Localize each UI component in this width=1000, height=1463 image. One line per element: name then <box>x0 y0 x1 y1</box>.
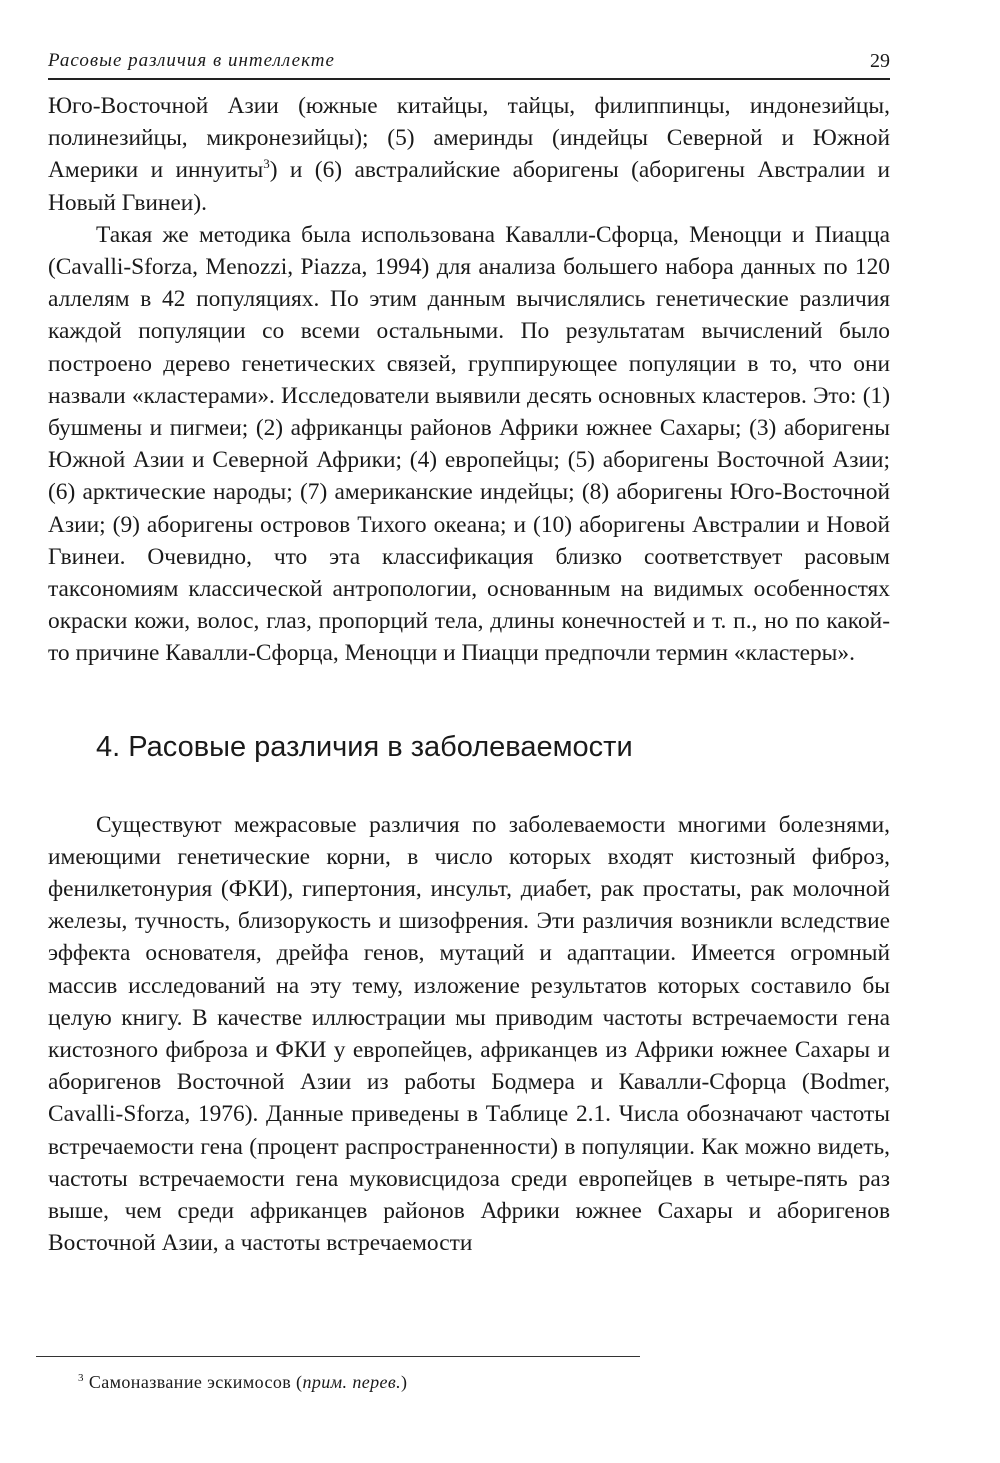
footnote-divider <box>36 1356 640 1357</box>
running-header <box>48 50 890 80</box>
section-heading: 4. Расовые различия в заболеваемости <box>96 730 633 763</box>
footnote-reference: 3 <box>263 156 270 172</box>
footnote-close: ) <box>401 1372 408 1392</box>
footnote-italic-note: прим. перев. <box>302 1372 402 1392</box>
paragraph-continued <box>48 90 890 219</box>
paragraph-disease: Существуют межрасовые различия по заболеваемости многими болезнями, имеющими генетические корни, в число которых входят кистозный фиброз, фенилкетонурия (ФКИ), гипертония, инсульт, диабет, рак простаты, рак молочной железы, тучность, близорукость и шизофрения. Эти различия возникли вследствие эффекта основателя, дрейфа генов, мутаций и адаптации. Имеется огромный массив исследований на эту тему, изложение результатов которых составило бы целую книгу. В качестве иллюстрации мы приводим частоты встречаемости гена кистозного фиброза и ФКИ у европейцев, африканцев из Африки южнее Сахары и аборигенов Восточной Азии из работы Бодмера и Кавалли-Сфорца (Bodmer, Cavalli-Sforza, 1976). Данные приведены в Таблице 2.1. Числа обозначают частоты встречаемости гена (процент распространенности) в популяции. Как можно видеть, частоты встречаемости гена муковисцидоза среди европейцев в четыре-пять раз выше, чем среди африканцев районов Африки южнее Сахары и аборигенов Восточной Азии, а частоты встречаемости <box>48 811 890 1257</box>
paragraph-1-part-a: Юго-Восточной Азии (южные китайцы, тайцы, филиппинцы, индонезийцы, полинезийцы, микронезийцы); (5) америнды (индейцы Северной и Южной Америки и иннуиты <box>48 93 890 184</box>
footnote-marker: 3 <box>78 1372 84 1384</box>
footnote <box>78 1372 407 1393</box>
footnote-text: Самоназвание эскимосов ( <box>88 1372 303 1392</box>
paragraph-clusters: Такая же методика была использована Кавалли-Сфорца, Меноцци и Пиацца (Cavalli-Sforza, Menozzi, Piazza, 1994) для анализа большего набора данных по 120 аллелям в 42 популяциях. По этим данным вычислялись генетические различия каждой популяции со всеми остальными. По результатам вычислений было построено дерево генетических связей, группирующее популяции в то, что они назвали «кластерами». Исследователи выявили десять основных кластеров. Это: (1) бушмены и пигмеи; (2) африканцы районов Африки южнее Сахары; (3) аборигены Южной Азии и Северной Африки; (4) европейцы; (5) аборигены Восточной Азии; (6) арктические народы; (7) американские индейцы; (8) аборигены Юго-Восточной Азии; (9) аборигены островов Тихого океана; и (10) аборигены Австралии и Новой Гвинеи. Очевидно, что эта классификация близко соответствует расовым таксономиям классической антропологии, основанным на видимых особенностях окраски кожи, волос, глаз, пропорций тела, длины конечностей и т. п., но по какой-то причине Кавалли-Сфорца, Меноцци и Пиацци предпочли термин «кластеры». <box>48 221 890 667</box>
running-header-title: Расовые различия в интеллекте <box>48 50 335 71</box>
page-number: 29 <box>870 50 890 72</box>
paragraph-1-part-b: ) и (6) австралийские аборигены (аборигены Австралии и Новый Гвинеи). <box>48 157 891 216</box>
page <box>48 50 890 1260</box>
